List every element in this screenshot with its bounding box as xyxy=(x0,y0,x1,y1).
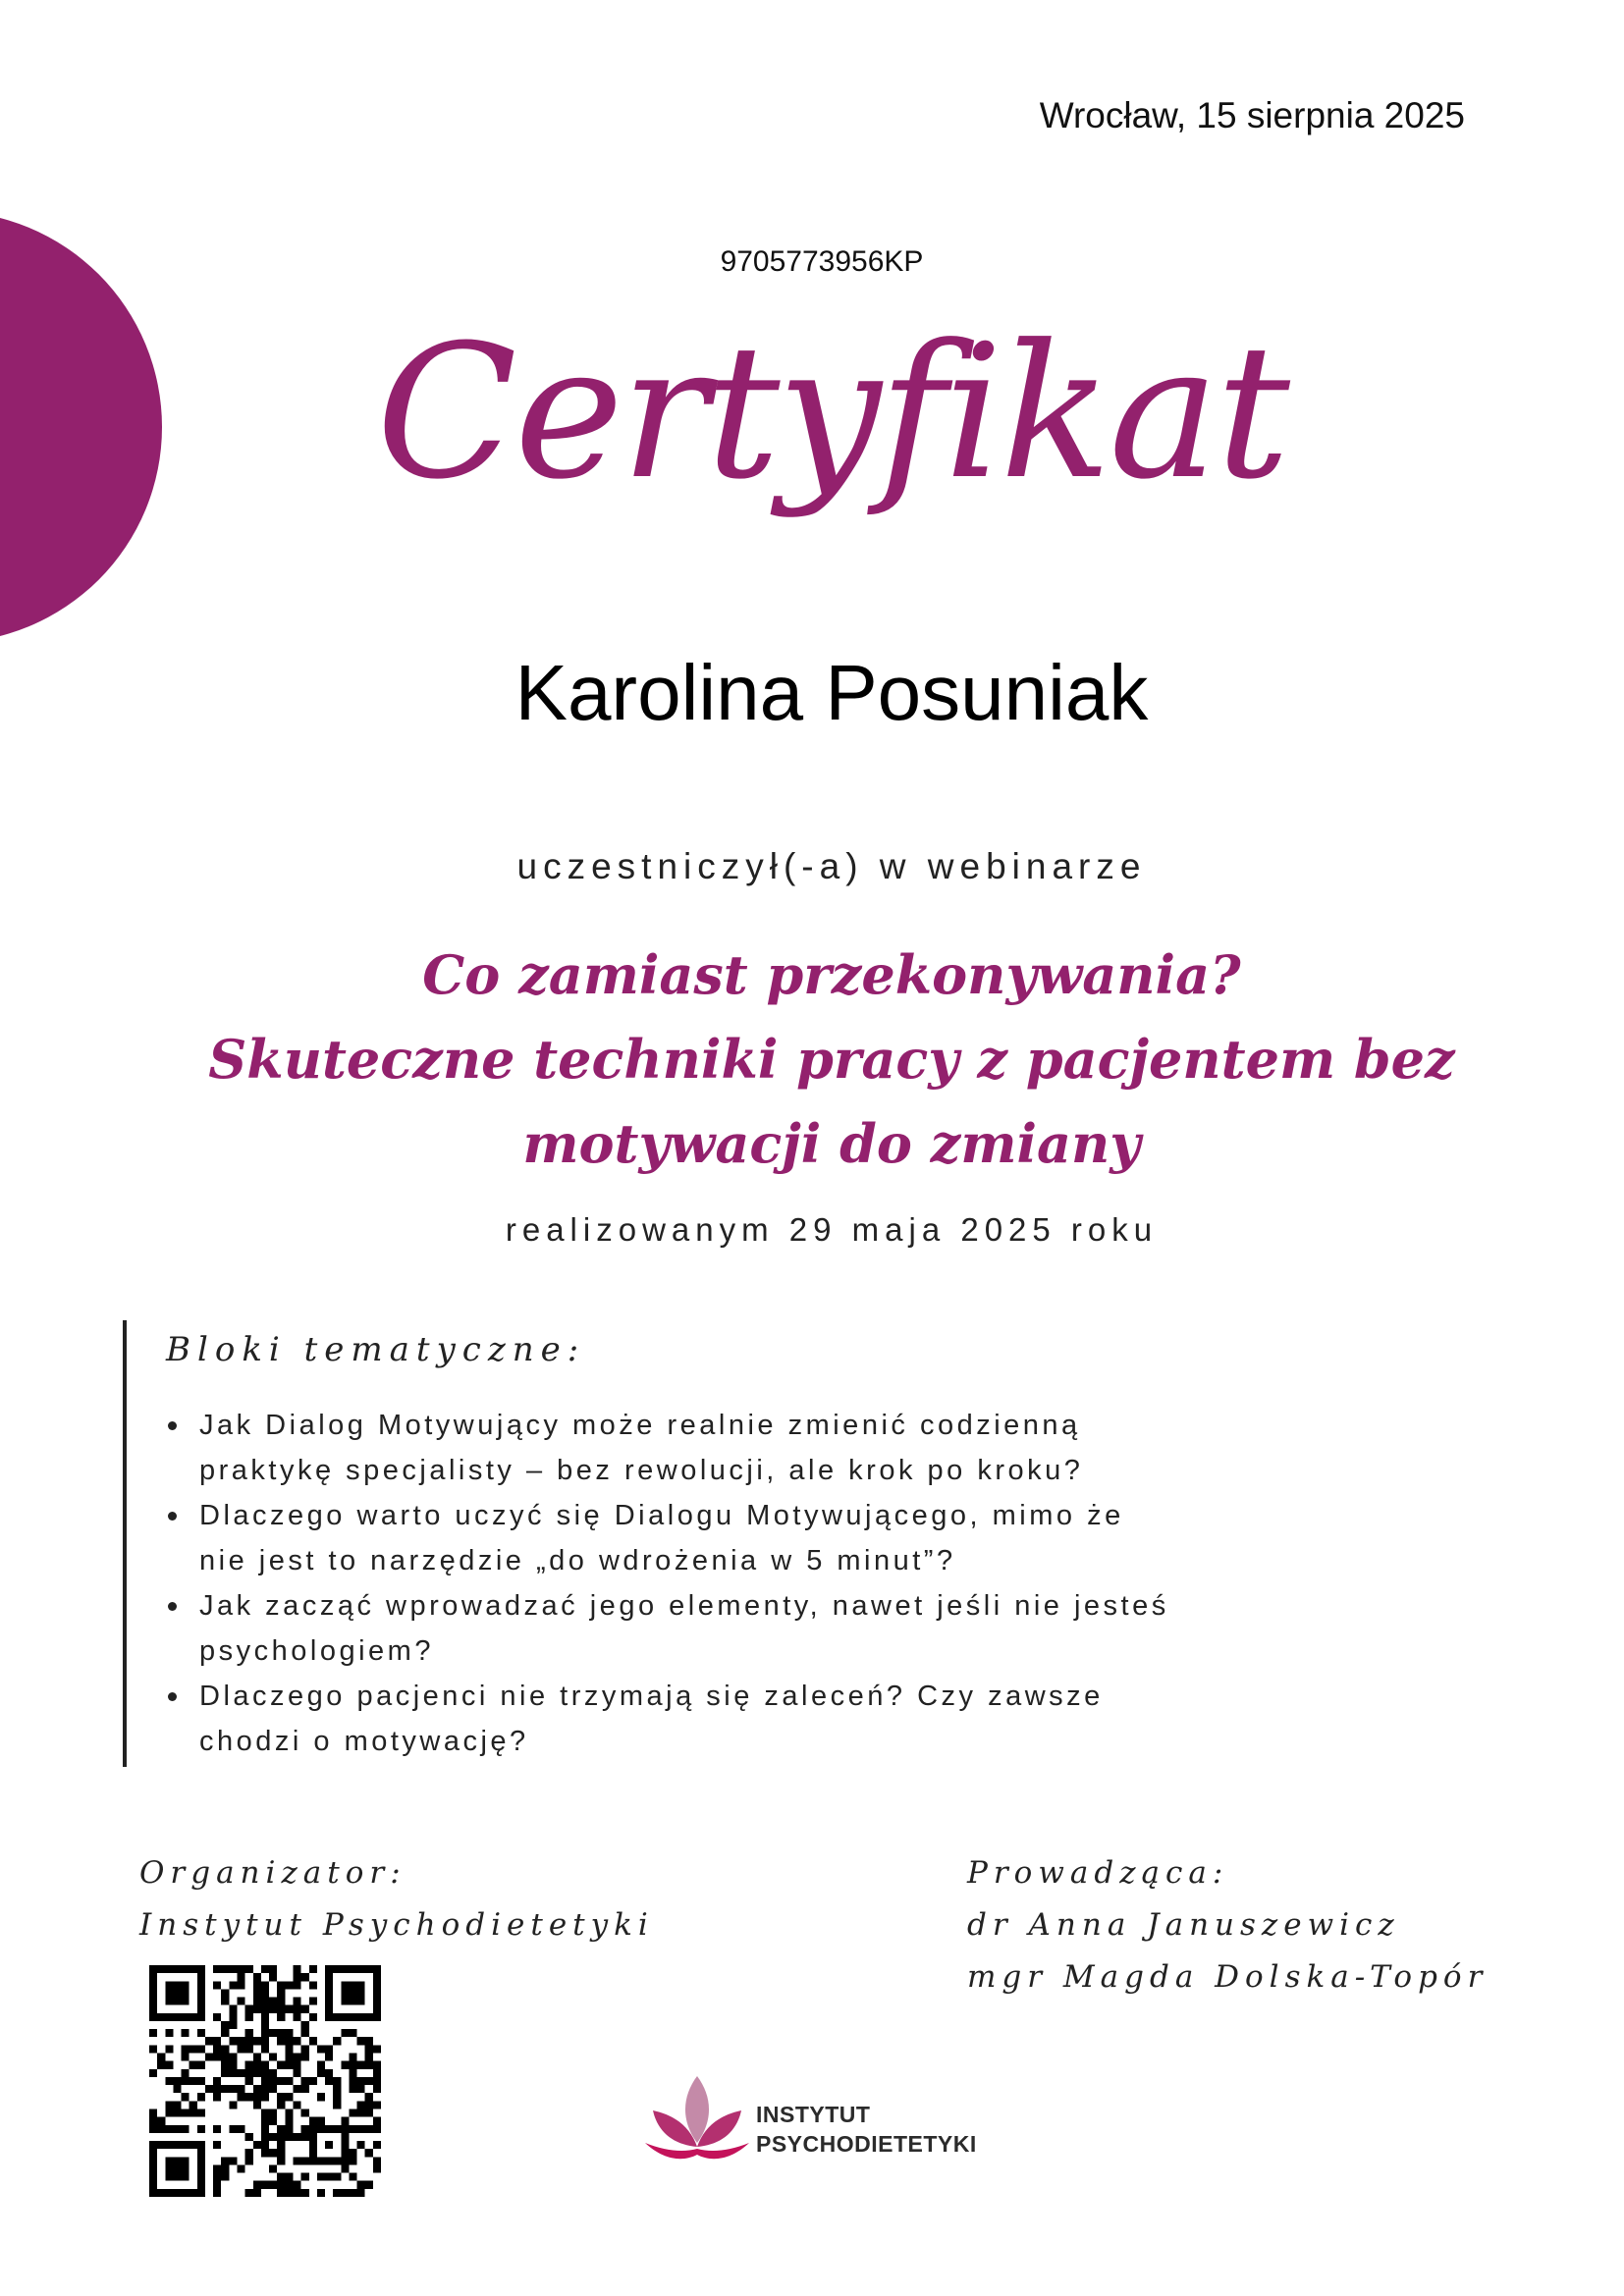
bullet-icon xyxy=(168,1692,177,1701)
lecturer-label: Prowadząca: xyxy=(967,1855,1229,1891)
certificate-title: Certyfikat xyxy=(376,305,1287,520)
bullet-icon xyxy=(168,1602,177,1611)
lecturer-name: dr Anna Januszewicz xyxy=(967,1907,1400,1943)
webinar-title-line-1: Co zamiast przekonywania? xyxy=(422,943,1241,1006)
list-item xyxy=(164,1403,1293,1493)
realized-date: realizowanym 29 maja 2025 roku xyxy=(505,1211,1159,1248)
list-item-line: Jak Dialog Motywujący może realnie zmienić codzienną xyxy=(199,1410,1081,1441)
certificate-id: 9705773956KP xyxy=(720,245,924,278)
organizer xyxy=(139,1847,654,1951)
bullet-icon xyxy=(168,1421,177,1430)
list-item xyxy=(164,1583,1293,1674)
topic-list xyxy=(164,1403,1293,1764)
list-item-line: nie jest to narzędzie „do wdrożenia w 5 minut”? xyxy=(199,1545,956,1576)
list-item-line: Dlaczego pacjenci nie trzymają się zaleceń? Czy zawsze xyxy=(199,1681,1104,1712)
lotus-icon xyxy=(643,2066,751,2174)
topic-blocks-heading: Bloki tematyczne: xyxy=(166,1330,586,1369)
list-item-line: chodzi o motywację? xyxy=(199,1726,529,1757)
list-item-line: psychologiem? xyxy=(199,1635,434,1667)
participated-text: uczestniczył(-a) w webinarze xyxy=(516,846,1147,886)
organizer-name: Instytut Psychodietetyki xyxy=(139,1907,654,1943)
list-item xyxy=(164,1674,1293,1764)
list-item-line: Jak zacząć wprowadzać jego elementy, nawet jeśli nie jesteś xyxy=(199,1590,1169,1622)
webinar-title-line-3: motywacji do zmiany xyxy=(522,1112,1141,1175)
lecturer xyxy=(967,1847,1488,2003)
bullet-icon xyxy=(168,1512,177,1521)
recipient-name: Karolina Posuniak xyxy=(514,649,1149,736)
list-item-line: Dlaczego warto uczyć się Dialogu Motywującego, mimo że xyxy=(199,1500,1124,1531)
lecturer-name: mgr Magda Dolska-Topór xyxy=(967,1959,1489,1995)
qr-code[interactable] xyxy=(149,1965,381,2197)
webinar-title-line-2: Skuteczne techniki pracy z pacjentem bez xyxy=(208,1028,1455,1091)
list-item-line: praktykę specjalisty – bez rewolucji, ale krok po kroku? xyxy=(199,1455,1084,1486)
topic-blocks xyxy=(123,1320,1305,1767)
webinar-title xyxy=(0,933,1624,1186)
organizer-label: Organizator: xyxy=(139,1855,406,1891)
list-item xyxy=(164,1493,1293,1583)
logo-text-line-1: INSTYTUT xyxy=(756,2102,871,2127)
logo-text-line-2: PSYCHODIETETYKI xyxy=(756,2131,977,2157)
logo-text xyxy=(756,2100,977,2159)
place-date: Wrocław, 15 sierpnia 2025 xyxy=(1039,95,1465,135)
institute-logo xyxy=(643,2066,1016,2174)
